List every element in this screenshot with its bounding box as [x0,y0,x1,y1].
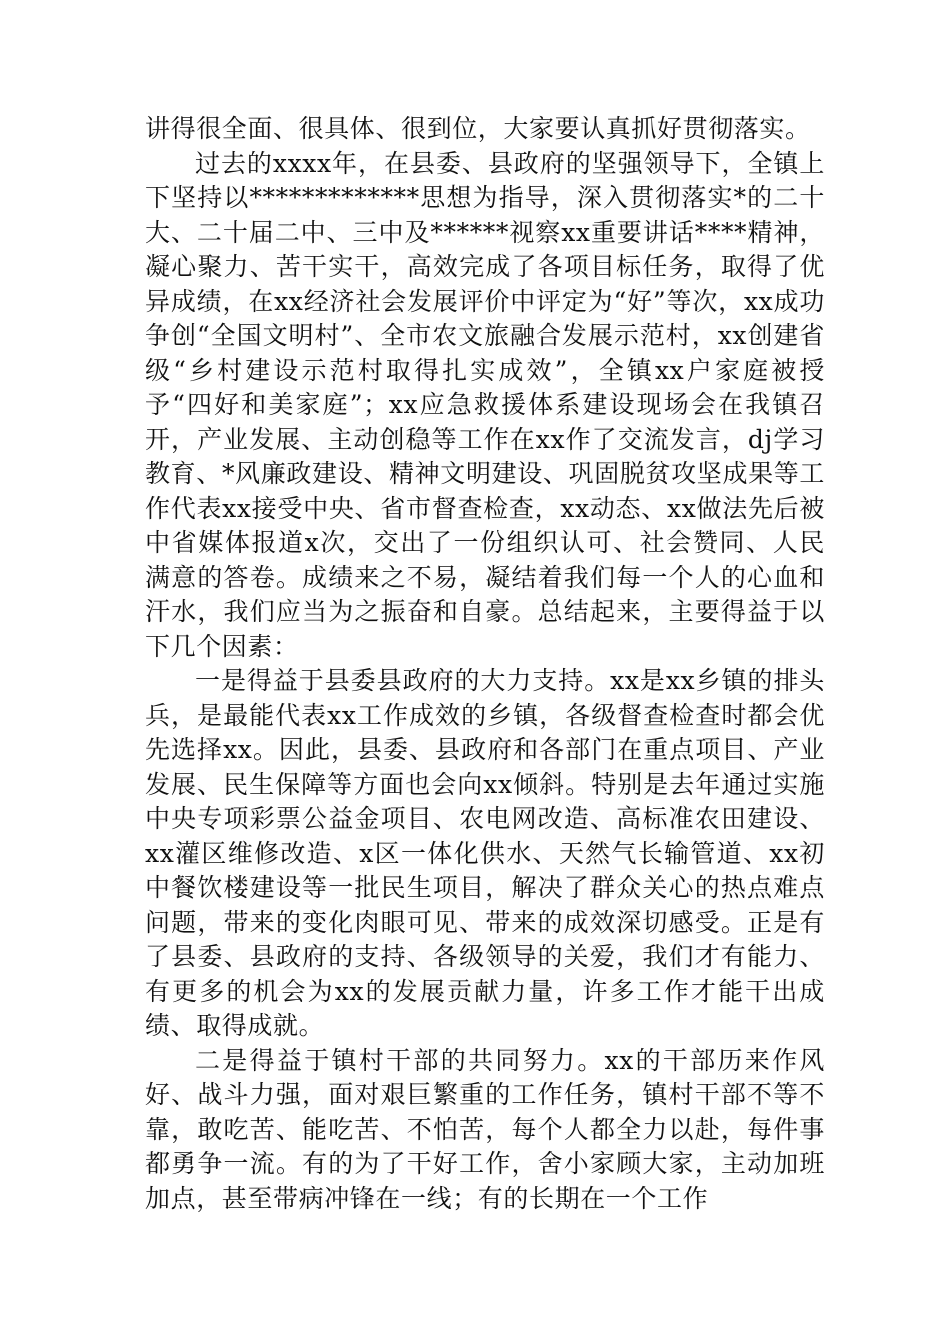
paragraph-4: 二是得益于镇村干部的共同努力。xx的干部历来作风好、战斗力强，面对艰巨繁重的工作任务，镇村干部不等不靠，敢吃苦、能吃苦、不怕苦，每个人都全力以赴，每件事都勇争一流。有的为了干好工作，舍小家顾大家，主动加班加点，甚至带病冲锋在一线；有的长期在一个工作 [145,1045,825,1213]
paragraph-2: 过去的xxxx年，在县委、县政府的坚强领导下，全镇上下坚持以*************思想为指导，深入贯彻落实*的二十大、二十届二中、三中及******视察xx重要讲话****精神，凝心聚力、苦干实干，高效完成了各项目标任务，取得了优异成绩，在xx经济社会发展评价中评定为“好”等次，xx成功争创“全国文明村”、全市农文旅融合发展示范村，xx创建省级“乡村建设示范村取得扎实成效”，全镇xx户家庭被授予“四好和美家庭”；xx应急救援体系建设现场会在我镇召开，产业发展、主动创稳等工作在xx作了交流发言，dj学习教育、*风廉政建设、精神文明建设、巩固脱贫攻坚成果等工作代表xx接受中央、省市督查检查，xx动态、xx做法先后被中省媒体报道x次，交出了一份组织认可、社会赞同、人民满意的答卷。成绩来之不易，凝结着我们每一个人的心血和汗水，我们应当为之振奋和自豪。总结起来，主要得益于以下几个因素： [145,148,825,661]
document-page [145,112,825,1216]
paragraph-3: 一是得益于县委县政府的大力支持。xx是xx乡镇的排头兵，是最能代表xx工作成效的乡镇，各级督查检查时都会优先选择xx。因此，县委、县政府和各部门在重点项目、产业发展、民生保障等方面也会向xx倾斜。特别是去年通过实施中央专项彩票公益金项目、农电网改造、高标准农田建设、xx灌区维修改造、x区一体化供水、天然气长输管道、xx初中餐饮楼建设等一批民生项目，解决了群众关心的热点难点问题，带来的变化肉眼可见、带来的成效深切感受。正是有了县委、县政府的支持、各级领导的关爱，我们才有能力、有更多的机会为xx的发展贡献力量，许多工作才能干出成绩、取得成就。 [145,666,825,1040]
paragraph-1: 讲得很全面、很具体、很到位，大家要认真抓好贯彻落实。 [145,114,811,143]
